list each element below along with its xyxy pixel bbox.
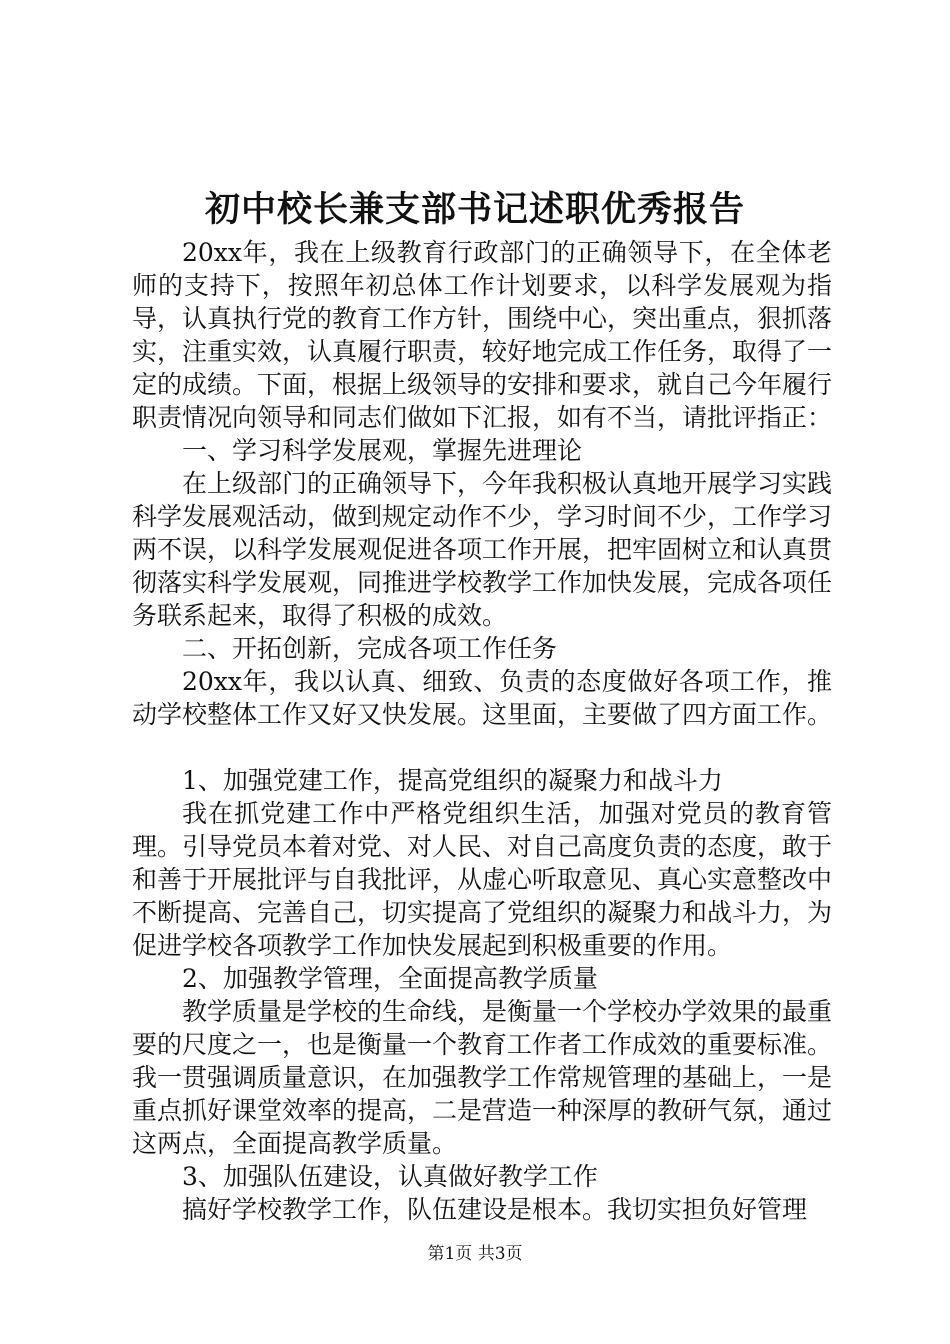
paragraph-subsection-1: 我在抓党建工作中严格党组织生活，加强对党员的教育管理。引导党员本着对党、对人民、对自己高度负责的态度，敢于和善于开展批评与自我批评，从虚心听取意见、真心实意整改中不断提高、完善自己，切实提高了党组织的凝聚力和战斗力，为促进学校各项教学工作加快发展起到积极重要的作用。 [132, 799, 833, 960]
document-body [132, 236, 832, 1226]
section-heading-2: 二、开拓创新，完成各项工作任务 [182, 634, 558, 663]
paragraph-intro: 20xx年，我在上级教育行政部门的正确领导下，在全体老师的支持下，按照年初总体工作计划要求，以科学发展观为指导，认真执行党的教育工作方针，围绕中心，突出重点，狠抓落实，注重实效，认真履行职责，较好地完成工作任务，取得了一定的成绩。下面，根据上级领导的安排和要求，就自己今年履行职责情况向领导和同志们做如下汇报，如有不当，请批评指正： [132, 238, 833, 432]
document-title: 初中校长兼支部书记述职优秀报告 [204, 189, 745, 230]
paragraph-section-1: 在上级部门的正确领导下，今年我积极认真地开展学习实践科学发展观活动，做到规定动作不少，学习时间不少，工作学习两不误，以科学发展观促进各项工作开展，把牢固树立和认真贯彻落实科学发展观，同推进学校教学工作加快发展，完成各项任务联系起来，取得了积极的成效。 [132, 469, 833, 630]
subsection-heading-2: 2、加强教学管理，全面提高教学质量 [182, 964, 598, 993]
subsection-heading-3: 3、加强队伍建设，认真做好教学工作 [182, 1162, 598, 1191]
paragraph-section-2: 20xx年，我以认真、细致、负责的态度做好各项工作，推动学校整体工作又好又快发展。这里面，主要做了四方面工作。 [132, 667, 833, 729]
section-heading-1: 一、学习科学发展观，掌握先进理论 [182, 436, 583, 465]
paragraph-subsection-2: 教学质量是学校的生命线，是衡量一个学校办学效果的最重要的尺度之一，也是衡量一个教育工作者工作成效的重要标准。我一贯强调质量意识，在加强教学工作常规管理的基础上，一是重点抓好课堂效率的提高，二是营造一种深厚的教研气氛，通过这两点，全面提高教学质量。 [132, 997, 833, 1158]
paragraph-subsection-3: 搞好学校教学工作，队伍建设是根本。我切实担负好管理 [182, 1195, 808, 1224]
page-footer: 第1页 共3页 [427, 1244, 523, 1264]
subsection-heading-1: 1、加强党建工作，提高党组织的凝聚力和战斗力 [182, 766, 723, 795]
